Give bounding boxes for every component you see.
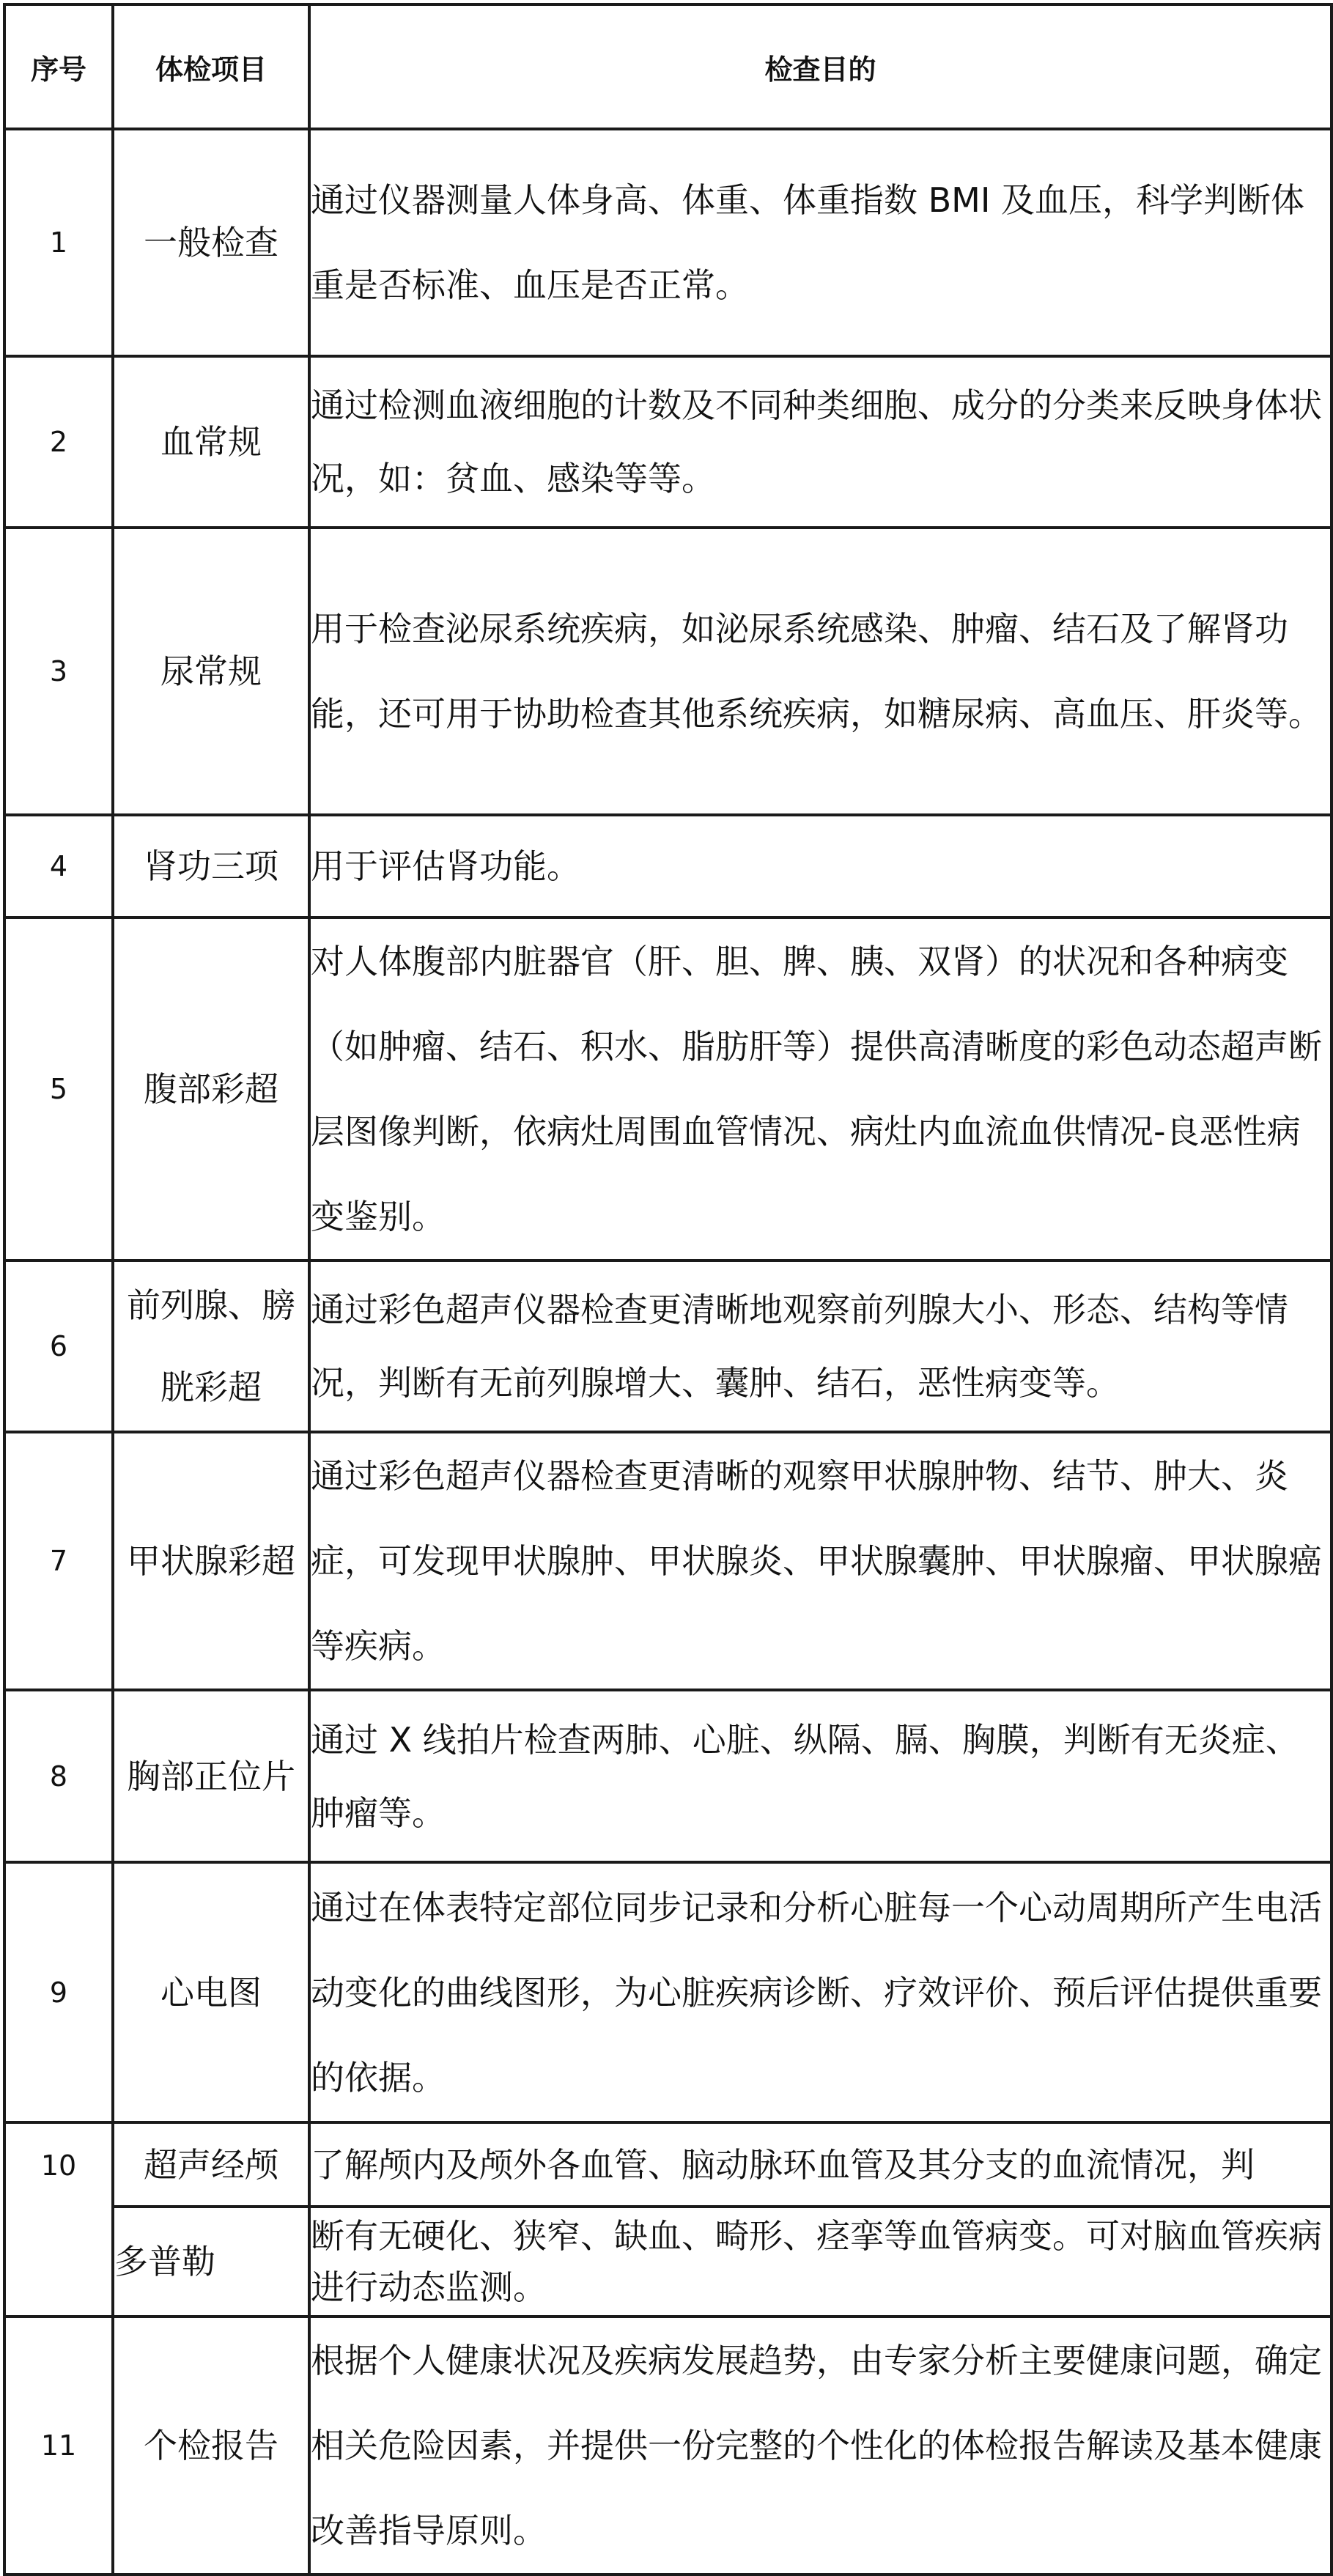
row-item: 心电图 [113,1862,309,2122]
row-item: 肾功三项 [113,815,309,918]
row-purpose: 断有无硬化、狭窄、缺血、畸形、痉挛等血管病变。可对脑血管疾病进行动态监测。 [309,2207,1332,2317]
table-row [4,528,1332,815]
row-item: 多普勒 [113,2207,309,2317]
header-item: 体检项目 [113,4,309,129]
row-index: 6 [4,1261,113,1432]
header-purpose: 检查目的 [309,4,1332,129]
table-row [4,918,1332,1261]
row-item: 前列腺、膀胱彩超 [113,1261,309,1432]
row-index [4,2207,113,2317]
row-item: 胸部正位片 [113,1690,309,1862]
row-purpose: 对人体腹部内脏器官（肝、胆、脾、胰、双肾）的状况和各种病变（如肿瘤、结石、积水、脂肪肝等）提供高清晰度的彩色动态超声断层图像判断，依病灶周围血管情况、病灶内血流血供情况-良恶性病变鉴别。 [309,918,1332,1261]
row-purpose: 用于检查泌尿系统疾病，如泌尿系统感染、肿瘤、结石及了解肾功能，还可用于协助检查其他系统疾病，如糖尿病、高血压、肝炎等。 [309,528,1332,815]
row-item: 腹部彩超 [113,918,309,1261]
table-header-row [4,4,1332,129]
row-purpose: 通过彩色超声仪器检查更清晰的观察甲状腺肿物、结节、肿大、炎症，可发现甲状腺肿、甲状腺炎、甲状腺囊肿、甲状腺瘤、甲状腺癌等疾病。 [309,1432,1332,1690]
row-index: 4 [4,815,113,918]
row-index: 10 [4,2122,113,2207]
table-row [4,129,1332,356]
row-purpose: 通过在体表特定部位同步记录和分析心脏每一个心动周期所产生电活动变化的曲线图形，为心脏疾病诊断、疗效评价、预后评估提供重要的依据。 [309,1862,1332,2122]
row-purpose: 通过检测血液细胞的计数及不同种类细胞、成分的分类来反映身体状况，如：贫血、感染等等。 [309,356,1332,528]
row-item: 一般检查 [113,129,309,356]
exam-items-table [3,3,1333,2576]
row-item: 甲状腺彩超 [113,1432,309,1690]
table-row [4,1690,1332,1862]
header-index: 序号 [4,4,113,129]
table-row [4,356,1332,528]
row-index: 1 [4,129,113,356]
row-index: 11 [4,2317,113,2575]
row-item: 尿常规 [113,528,309,815]
table-row [4,1432,1332,1690]
row-index: 5 [4,918,113,1261]
row-purpose: 通过彩色超声仪器检查更清晰地观察前列腺大小、形态、结构等情况，判断有无前列腺增大、囊肿、结石，恶性病变等。 [309,1261,1332,1432]
row-index: 9 [4,1862,113,2122]
row-purpose: 了解颅内及颅外各血管、脑动脉环血管及其分支的血流情况，判 [309,2122,1332,2207]
row-purpose: 通过仪器测量人体身高、体重、体重指数 BMI 及血压，科学判断体重是否标准、血压是否正常。 [309,129,1332,356]
row-index: 3 [4,528,113,815]
row-item: 血常规 [113,356,309,528]
row-purpose: 通过 X 线拍片检查两肺、心脏、纵隔、膈、胸膜，判断有无炎症、肿瘤等。 [309,1690,1332,1862]
table-row [4,2207,1332,2317]
table-row [4,2317,1332,2575]
row-purpose: 根据个人健康状况及疾病发展趋势，由专家分析主要健康问题，确定相关危险因素，并提供一份完整的个性化的体检报告解读及基本健康改善指导原则。 [309,2317,1332,2575]
row-index: 2 [4,356,113,528]
table-row [4,1261,1332,1432]
row-item: 超声经颅 [113,2122,309,2207]
row-index: 8 [4,1690,113,1862]
table-row [4,2122,1332,2207]
row-index: 7 [4,1432,113,1690]
row-purpose: 用于评估肾功能。 [309,815,1332,918]
table-row [4,1862,1332,2122]
row-item: 个检报告 [113,2317,309,2575]
table-row [4,815,1332,918]
